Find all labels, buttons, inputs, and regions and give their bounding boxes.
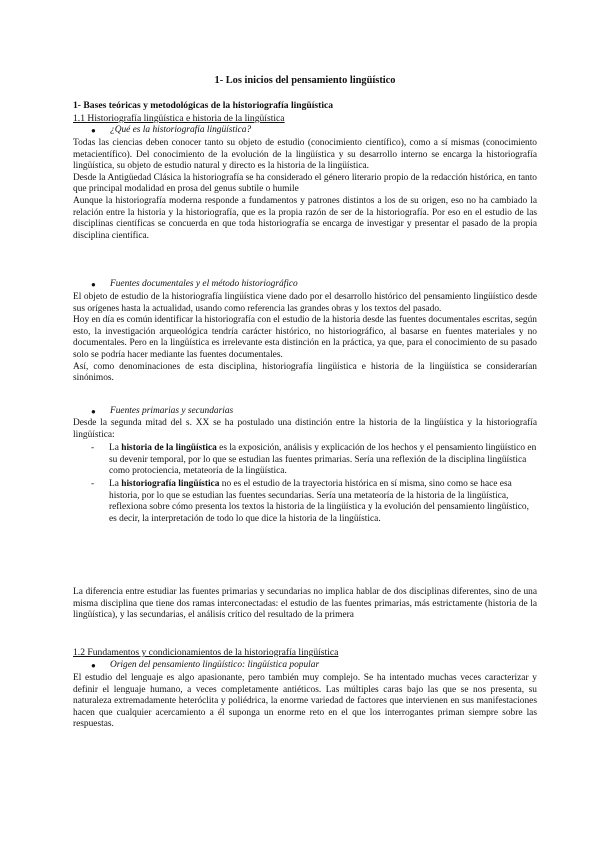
bullet-icon: ● (91, 126, 96, 135)
bullet-text: Fuentes primarias y secundarias (110, 406, 234, 416)
bullet-icon: ● (91, 280, 96, 289)
paragraph: Todas las ciencias deben conocer tanto su objeto de estudio (conocimiento científico), como a sí mismas (conocimiento metacientífico). Del conocimiento de la evolución de la lingüística y su desarrollo interno se encarga la historiografía lingüística, su objeto de estudio natural y directo es la historia de la lingüística. (73, 138, 537, 172)
bullet-icon: ● (91, 407, 96, 416)
paragraph: Desde la Antigüedad Clásica la historiografía se ha considerado el género literario propio de la redacción histórica, en tanto que principal modalidad en prosa del genus subtile o humile (73, 172, 537, 195)
paragraph-block-1 (73, 138, 537, 242)
dash-text (109, 479, 537, 525)
paragraph-block-2 (73, 292, 537, 385)
term: historiografía lingüística (121, 479, 220, 489)
dash-icon: - (91, 443, 95, 453)
bullet-text: Origen del pensamiento lingüístico: lingüística popular (110, 660, 320, 670)
dash-text (109, 443, 537, 478)
bullet-text: ¿Qué es la historiografía lingüística? (110, 125, 252, 135)
text: no es el estudio de la trayectoria histórica en sí misma, sino como se hace esa historia, por lo que se estudian las fuentes secundarias. Sería una metateoría de la historia de la lingüística, reflexiona sobre cómo presenta los textos la historia de la lingüística y la evolución del pensamiento lingüístico, es decir, la interpretación de todo lo que dice la historia de la lingüística. (109, 479, 529, 524)
paragraph-block-4 (73, 587, 537, 622)
paragraph: Desde la segunda mitad del s. XX se ha postulado una distinción entre la historia de la lingüística y la historiografía lingüística: (73, 418, 537, 440)
dash-icon: - (91, 479, 95, 489)
bullet-text: Fuentes documentales y el método historiográfico (110, 279, 298, 289)
paragraph: Así, como denominaciones de esta disciplina, historiografía lingüística e historia de la lingüística se considerarían sinónimos. (73, 361, 537, 384)
text: La (109, 479, 122, 489)
section-heading: 1- Bases teóricas y metodológicas de la historiografía lingüística (73, 100, 334, 111)
text: La (109, 443, 122, 453)
paragraph: El objeto de estudio de la historiografía lingüística viene dado por el desarrollo histórico del pensamiento lingüístico desde sus orígenes hasta la actualidad, usando como referencia las grandes obras y los textos del pasado. (73, 292, 537, 314)
paragraph-block-5 (73, 673, 537, 731)
document-title: 1- Los inicios del pensamiento lingüístico (214, 75, 396, 86)
subsection-heading-1-2: 1.2 Fundamentos y condicionamientos de la historiografía lingüística (73, 647, 339, 658)
paragraph: El estudio del lenguaje es algo apasionante, pero también muy complejo. Se ha intentado muchas veces caracterizar y definir el lenguaje humano, a veces completamente antiéticos. Las múltiples caras bajo las que se nos presenta, su naturaleza extremadamente heteróclita y poliédrica, la enorme variedad de factores que intervienen en sus manifestaciones hacen que cualquier acercamiento a él suponga un enorme reto en el que los interrogantes priman siempre sobre las respuestas. (73, 673, 537, 730)
text: es la exposición, análisis y explicación de los hechos y el pensamiento lingüístico en su devenir temporal, por lo que se estudian las fuentes primarias. Sería una reflexión de la disciplina lingüística como protociencia, metateoría de la lingüística. (109, 443, 537, 477)
paragraph: Aunque la historiografía moderna responde a fundamentos y patrones distintos a los de su origen, eso no ha cambiado la relación entre la historia y la historiografía, que es la propia razón de ser de la historiografía. Por eso en el estudio de las disciplinas científicas se concuerda en que toda historiografía se encarga de investigar y presentar el pasado de la propia disciplina científica. (73, 195, 537, 241)
paragraph: Hoy en día es común identificar la historiografía con el estudio de la historia desde las fuentes documentales escritas, según esto, la investigación arqueológica tendría carácter histórico, no historiográfico, al basarse en fuentes materiales y no documentales. Pero en la lingüística es irrelevante esta distinción en la práctica, ya que, para el conocimiento de su pasado solo se podría hacer mediante las fuentes documentales. (73, 315, 537, 360)
bullet-icon: ● (91, 661, 96, 670)
subsection-heading-1-1: 1.1 Historiografía lingüística e historia de la lingüística (73, 113, 285, 124)
paragraph: La diferencia entre estudiar las fuentes primarias y secundarias no implica hablar de dos disciplinas diferentes, sino de una misma disciplina que tiene dos ramas interconectadas: el estudio de las fuentes primarias, más estrictamente (historia de la lingüística), y las secundarias, el análisis crítico del resultado de la primera (73, 587, 537, 621)
paragraph-block-3 (73, 418, 537, 441)
term: historia de la lingüística (121, 443, 217, 453)
